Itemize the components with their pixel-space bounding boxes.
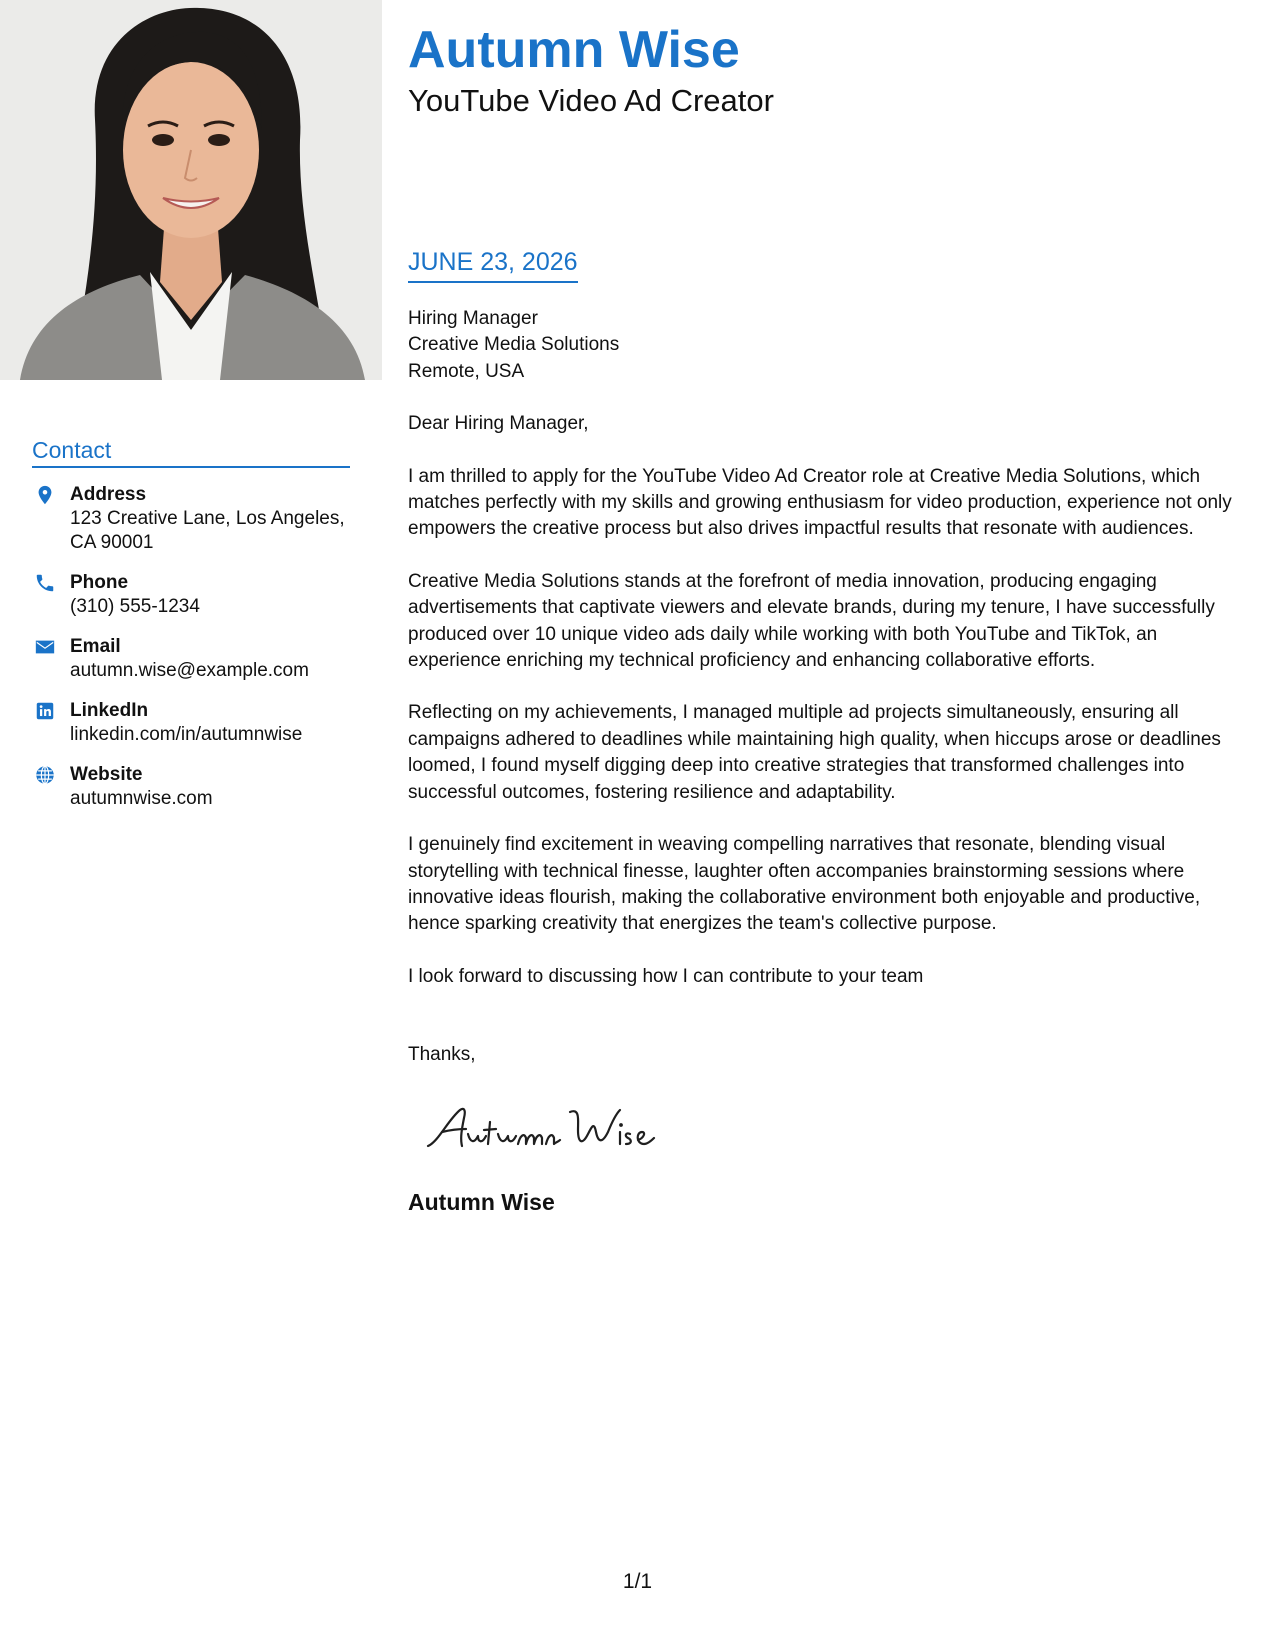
address-label: Address xyxy=(70,484,147,505)
address-line-2: CA 90001 xyxy=(70,532,154,553)
contact-heading: Contact xyxy=(32,437,350,468)
contact-item-phone xyxy=(32,570,362,619)
linkedin-icon xyxy=(34,700,56,722)
letter-date: JUNE 23, 2026 xyxy=(408,249,578,283)
letter-paragraph: I genuinely find excitement in weaving compelling narratives that resonate, blending visual storytelling with technical finesse, laughter often accompanies brainstorming sessions where innovative ideas flourish, making the collaborative environment both enjoyable and productive, hence sparking creativity that energizes the team's collective purpose. xyxy=(408,834,1201,935)
letter-paragraph: I am thrilled to apply for the YouTube Video Ad Creator role at Creative Media Solutions, which matches perfectly with my skills and growing enthusiasm for video production, experience not only empowers the creative process but also drives impactful results that resonate with audiences. xyxy=(408,465,1232,540)
website-label: Website xyxy=(70,764,143,785)
recipient-line: Remote, USA xyxy=(408,360,525,382)
linkedin-label: LinkedIn xyxy=(70,700,149,721)
contact-item-email xyxy=(32,634,362,683)
letter-body xyxy=(408,306,1253,1069)
letter-paragraph: Creative Media Solutions stands at the forefront of media innovation, producing engaging advertisements that captivate viewers and elevate brands, during my tenure, I have successfully produced over 10 unique video ads daily while working with both YouTube and TikTok, an experience enriching my technical proficiency and enhancing collaborative efforts. xyxy=(408,570,1215,672)
envelope-icon xyxy=(34,636,56,658)
signer-name: Autumn Wise xyxy=(408,1189,555,1215)
email-label: Email xyxy=(70,636,121,657)
handwritten-signature xyxy=(420,1098,660,1158)
contact-item-linkedin xyxy=(32,698,362,747)
address-line-1: 123 Creative Lane, Los Angeles, xyxy=(70,508,345,529)
contact-item-address xyxy=(32,482,362,555)
phone-icon xyxy=(34,572,56,594)
profile-photo xyxy=(0,0,382,380)
recipient-line: Creative Media Solutions xyxy=(408,334,620,356)
phone-value[interactable]: (310) 555-1234 xyxy=(70,596,200,617)
phone-label: Phone xyxy=(70,572,129,593)
job-title: YouTube Video Ad Creator xyxy=(408,83,774,118)
page-number: 1/1 xyxy=(622,1570,653,1593)
greeting: Dear Hiring Manager, xyxy=(408,413,589,435)
candidate-name: Autumn Wise xyxy=(408,21,740,79)
globe-icon xyxy=(34,764,56,786)
linkedin-value[interactable]: linkedin.com/in/autumnwise xyxy=(70,724,303,745)
recipient-line: Hiring Manager xyxy=(408,308,538,329)
contact-item-website xyxy=(32,762,362,811)
website-value[interactable]: autumnwise.com xyxy=(70,788,213,809)
sign-off: Thanks, xyxy=(408,1044,476,1066)
letter-paragraph: Reflecting on my achievements, I managed multiple ad projects simultaneously, ensuring all campaigns adhered to deadlines while maintaining high quality, when hiccups arose or deadlines loomed, I found myself digging deep into creative strategies that transformed challenges into successful outcomes, fostering resilience and adaptability. xyxy=(408,702,1221,803)
contact-list xyxy=(32,482,362,826)
recipient-block xyxy=(408,306,1253,385)
closing-line: I look forward to discussing how I can contribute to your team xyxy=(408,965,924,987)
location-pin-icon xyxy=(34,484,56,506)
email-value[interactable]: autumn.wise@example.com xyxy=(70,660,309,681)
